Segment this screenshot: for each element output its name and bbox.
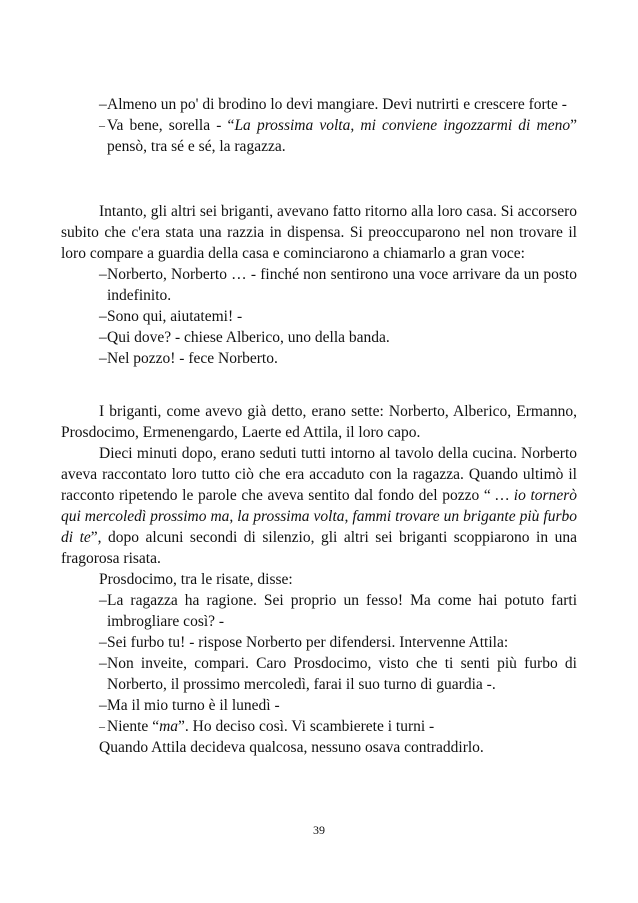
dialogue-text: Almeno un po' di brodino lo devi mangiare. Devi nutrirti e crescere forte - [107,96,567,113]
dash: – [99,655,107,672]
paragraph: Intanto, gli altri sei briganti, avevano fatto ritorno alla loro casa. Si accorsero subito che c'era stata una razzia in dispensa. Si preoccuparono nel non trovare il loro compare a guardia della casa e cominciarono a chiamarlo a gran voce: [61,203,577,262]
dialogue-line [61,306,577,327]
dash: – [99,329,107,346]
dialogue-line [61,653,577,695]
dialogue-text: Nel pozzo! - fece Norberto. [107,350,278,367]
paragraph: Prosdocimo, tra le risate, disse: [99,571,293,588]
paragraph-text: ”, dopo alcuni secondi di silenzio, gli altri sei briganti scoppiarono in una fragorosa risata. [61,529,577,567]
dialogue-block-1 [61,94,577,157]
dialogue-line [61,348,577,369]
dialogue-line [61,264,577,306]
dialogue-text: Sono qui, aiutatemi! - [107,308,243,325]
dialogue-line [61,716,577,737]
dialogue-text: Qui dove? - chiese Alberico, uno della banda. [107,329,390,346]
dialogue-line [61,327,577,348]
paragraph-block-3 [61,401,577,758]
dialogue-text: ” pensò, tra sé e sé, la ragazza. [107,117,577,155]
dash: – [99,697,107,714]
paragraph: I briganti, come avevo già detto, erano sette: Norberto, Alberico, Ermanno, Prosdocimo, Ermenengardo, Laerte ed Attila, il loro capo. [61,403,577,441]
page-number: 39 [313,823,325,837]
dialogue-line [61,590,577,632]
dialogue-text: Sei furbo tu! - rispose Norberto per difendersi. Intervenne Attila: [107,634,509,651]
dash: – [99,634,107,651]
paragraph-block-2 [61,201,577,369]
paragraph: Quando Attila decideva qualcosa, nessuno osava contraddirlo. [99,739,484,756]
paragraph [61,443,577,569]
dash: – [99,308,107,325]
dash: – [99,266,107,283]
dash: – [99,350,107,367]
dialogue-text: Non inveite, compari. Caro Prosdocimo, visto che ti senti più furbo di Norberto, il prossimo mercoledì, farai il suo turno di guardia -. [107,655,577,693]
italic-text: ma [159,718,179,735]
dash: – [99,592,107,609]
dialogue-line [61,695,577,716]
dialogue-text: La ragazza ha ragione. Sei proprio un fesso! Ma come hai potuto farti imbrogliare così? - [107,592,577,630]
dash: – [99,719,105,733]
italic-text: … io tornerò qui mercoledì prossimo ma, la prossima volta, fammi trovare un brigante più furbo di te [61,487,577,546]
dialogue-text: Va bene, sorella - “ [107,117,235,134]
dialogue-text: Ma il mio turno è il lunedì - [107,697,280,714]
paragraph-text: Dieci minuti dopo, erano seduti tutti intorno al tavolo della cucina. Norberto aveva raccontato loro tutto ciò che era accaduto con la ragazza. Quando ultimò il racconto ripetendo le parole che aveva sentito dal fondo del pozzo “ [61,445,577,504]
dialogue-line [61,632,577,653]
dash: – [99,96,107,113]
dialogue-text: ”. Ho deciso così. Vi scambierete i turni - [178,718,435,735]
dialogue-line [61,115,577,157]
dialogue-text: Niente “ [107,718,160,735]
dash: – [99,118,105,132]
dialogue-text: Norberto, Norberto … - finché non sentirono una voce arrivare da un posto indefinito. [107,266,577,304]
italic-text: La prossima volta, mi conviene ingozzarmi di meno [234,117,571,134]
dialogue-line [61,94,577,115]
